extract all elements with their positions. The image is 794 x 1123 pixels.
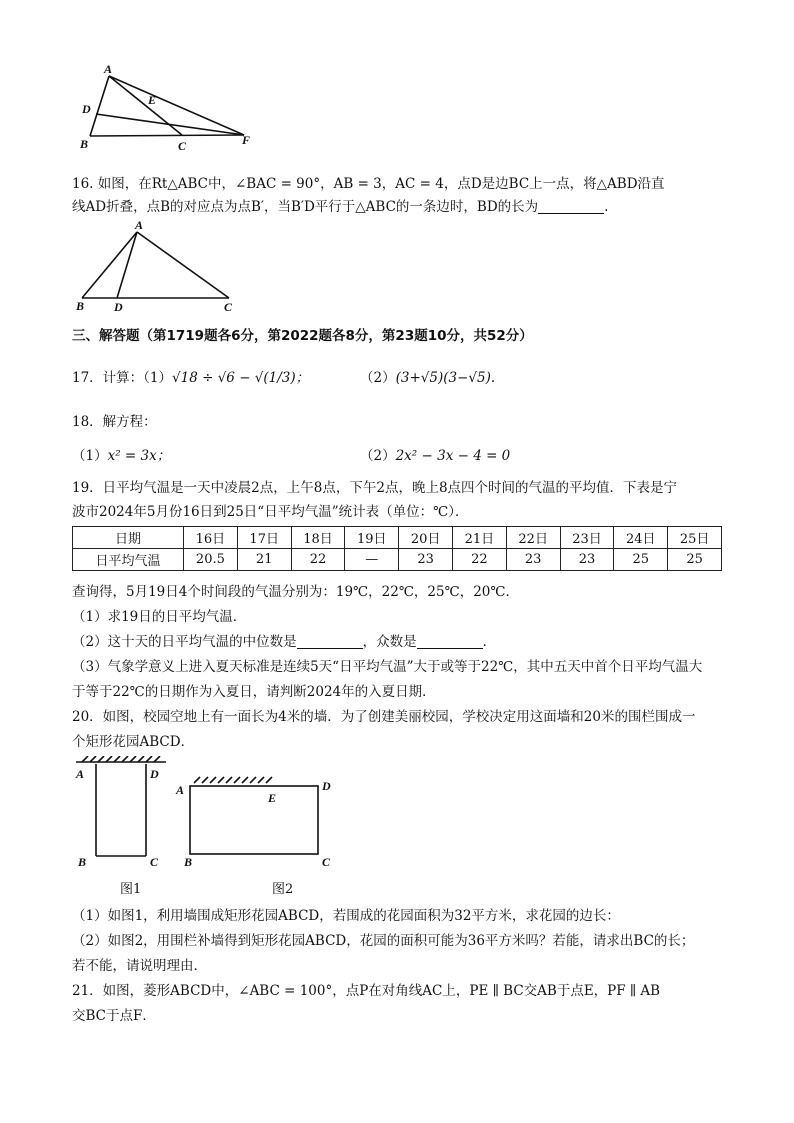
table-cell-date: 21日 bbox=[452, 527, 506, 549]
table-cell-date: 23日 bbox=[560, 527, 614, 549]
q16-label-D: D bbox=[114, 300, 123, 314]
fig2-label-E: E bbox=[268, 791, 277, 805]
q18-part2: 2x² − 3x − 4 = 0 bbox=[395, 448, 511, 464]
q17-label: 17．计算：（1） bbox=[72, 370, 173, 386]
q16-line2-text: 线AD折叠，点B的对应点为点B′，当B′D平行于△ABC的一条边时，BD的长为 bbox=[72, 199, 539, 215]
q19-p3-line2: 于等于22℃的日期作为入夏日，请判断2024年的入夏日期． bbox=[72, 684, 436, 700]
q17-part1: √18 ÷ √6 − √(1/3)； bbox=[172, 370, 310, 386]
q19-p1: （1）求19日的日平均气温． bbox=[72, 609, 247, 625]
q19-p2-b: ，众数是 bbox=[362, 634, 417, 650]
q17-part2-label: （2） bbox=[360, 370, 396, 386]
q15-figure bbox=[74, 62, 264, 154]
table-cell-date: 18日 bbox=[291, 527, 345, 549]
q20-p2-line2: 若不能，请说明理由． bbox=[72, 958, 207, 974]
q20-line1: 20．如图，校园空地上有一面长为4米的墙．为了创建美丽校园，学校决定用这面墙和20米的围栏围成一 bbox=[72, 709, 696, 725]
table-cell-date: 16日 bbox=[184, 527, 238, 549]
table-header-temp: 日平均气温 bbox=[73, 549, 184, 571]
q15-segment-BF bbox=[90, 135, 244, 136]
table-cell-date: 20日 bbox=[399, 527, 453, 549]
table-cell-date: 17日 bbox=[237, 527, 291, 549]
fig1-label-C: C bbox=[150, 855, 159, 869]
q16-label-A: A bbox=[135, 218, 144, 232]
q16-line1: 16. 如图，在Rt△ABC中，∠BAC = 90°，AB = 3，AC = 4，点D是边BC上一点，将△ABD沿直 bbox=[72, 176, 665, 192]
fig2-label-B: B bbox=[184, 855, 193, 869]
q16-label-C: C bbox=[224, 300, 233, 314]
table-cell-temp: 22 bbox=[452, 549, 506, 571]
q16-label-B: B bbox=[76, 299, 85, 313]
table-cell-date: 22日 bbox=[506, 527, 560, 549]
table-cell-temp: 23 bbox=[506, 549, 560, 571]
table-row-dates bbox=[73, 527, 722, 549]
q19-mode-blank[interactable] bbox=[417, 634, 483, 649]
q18-part1-line bbox=[72, 444, 170, 464]
q15-label-F: F bbox=[242, 133, 251, 147]
fig2-label-D: D bbox=[322, 779, 331, 793]
q18-part1: x² = 3x； bbox=[107, 448, 171, 464]
q17-line bbox=[72, 366, 309, 386]
q19-p2-a: （2）这十天的日平均气温的中位数是 bbox=[72, 634, 297, 650]
q16-segment-AC bbox=[137, 232, 229, 298]
q19-after: 查询得，5月19日4个时间段的气温分别为：19℃，22℃，25℃，20℃． bbox=[72, 584, 519, 600]
q15-segment-AC bbox=[109, 76, 182, 135]
q20-line2: 个矩形花园ABCD． bbox=[72, 734, 195, 750]
q15-label-D: D bbox=[82, 102, 91, 116]
q20-p1: （1）如图1，利用墙围成矩形花园ABCD，若围成的花园面积为32平方米，求花园的边长： bbox=[72, 908, 620, 924]
q16-segment-AB bbox=[82, 232, 137, 298]
q18-part1-label: （1） bbox=[72, 448, 108, 464]
q19-p3-line1: （3）气象学意义上进入夏天标准是连续5天“日平均气温”大于或等于22℃，其中五天中首个日平均气温大 bbox=[72, 659, 703, 675]
table-cell-temp: 21 bbox=[237, 549, 291, 571]
q19-line1: 19．日平均气温是一天中凌晨2点，上午8点，下午2点，晚上8点四个时间的气温的平均值．下表是宁 bbox=[72, 480, 678, 496]
q20-figure2 bbox=[172, 774, 342, 872]
table-cell-date: 25日 bbox=[668, 527, 722, 549]
fig2-rectangle bbox=[190, 786, 318, 854]
table-cell-date: 24日 bbox=[614, 527, 668, 549]
fig1-label-A: A bbox=[76, 767, 85, 781]
q19-p2-c: ． bbox=[482, 634, 497, 650]
table-cell-temp: 25 bbox=[614, 549, 668, 571]
q21-line2: 交BC于点F． bbox=[72, 1008, 156, 1024]
table-cell-date: 19日 bbox=[345, 527, 399, 549]
table-header-date: 日期 bbox=[73, 527, 184, 549]
q18-title: 18．解方程： bbox=[72, 414, 157, 430]
table-cell-temp: 25 bbox=[668, 549, 722, 571]
q17-part2-line bbox=[360, 366, 495, 386]
section3-heading: 三、解答题（第1719题各6分，第2022题各8分，第23题10分，共52分） bbox=[72, 328, 533, 344]
q19-p2 bbox=[72, 630, 496, 650]
fig2-label-C: C bbox=[322, 855, 331, 869]
q16-answer-blank[interactable] bbox=[538, 199, 604, 214]
table-cell-temp: — bbox=[345, 549, 399, 571]
fig1-caption: 图1 bbox=[120, 882, 142, 897]
q20-figure1 bbox=[72, 756, 172, 872]
table-cell-temp: 20.5 bbox=[184, 549, 238, 571]
fig1-label-B: B bbox=[78, 855, 87, 869]
table-cell-temp: 22 bbox=[291, 549, 345, 571]
q16-line2 bbox=[72, 195, 608, 215]
q16-figure bbox=[72, 218, 252, 318]
q15-label-B: B bbox=[80, 137, 89, 151]
q16-line2-end: . bbox=[604, 199, 609, 215]
q18-part2-label: （2） bbox=[360, 448, 396, 464]
q21-line1: 21．如图，菱形ABCD中，∠ABC = 100°，点P在对角线AC上，PE ∥ BC交AB于点E，PF ∥ AB bbox=[72, 983, 661, 999]
q16-segment-AD bbox=[117, 232, 137, 298]
q15-label-A: A bbox=[104, 62, 113, 76]
q19-line2: 波市2024年5月份16日到25日“日平均气温”统计表（单位：℃）． bbox=[72, 504, 469, 520]
q18-part2-line bbox=[360, 444, 510, 464]
fig2-caption: 图2 bbox=[272, 882, 294, 897]
q15-label-E: E bbox=[148, 93, 157, 107]
q17-part2: (3+√5)(3−√5). bbox=[395, 370, 496, 386]
q19-temperature-table bbox=[72, 526, 722, 571]
table-cell-temp: 23 bbox=[399, 549, 453, 571]
fig1-label-D: D bbox=[150, 767, 159, 781]
q20-p2-line1: （2）如图2，用围栏补墙得到矩形花园ABCD，花园的面积可能为36平方米吗？若能，请求出BC的长； bbox=[72, 933, 695, 949]
q19-median-blank[interactable] bbox=[297, 634, 363, 649]
table-row-temps bbox=[73, 549, 722, 571]
q15-label-C: C bbox=[178, 139, 187, 153]
fig2-label-A: A bbox=[176, 783, 185, 797]
q15-segment-AB bbox=[90, 76, 109, 136]
table-cell-temp: 23 bbox=[560, 549, 614, 571]
